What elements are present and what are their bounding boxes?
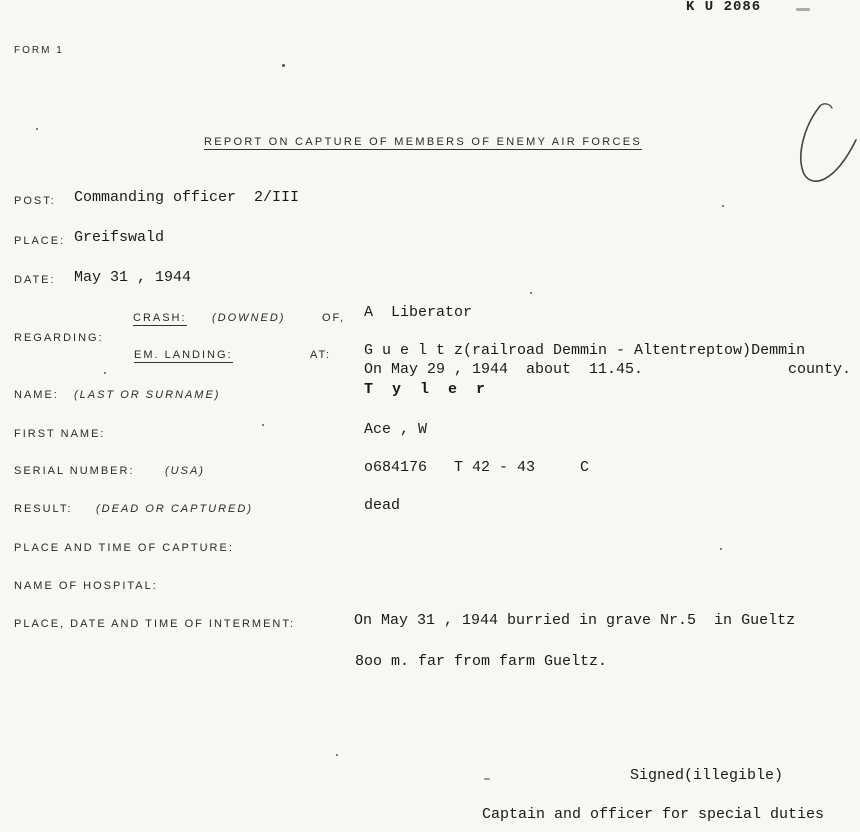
of-label: OF,	[322, 312, 346, 324]
interment-label: PLACE, DATE AND TIME OF INTERMENT:	[14, 618, 295, 630]
paper-speck	[484, 778, 490, 780]
em-landing-label: EM. LANDING:	[134, 349, 233, 361]
at-label: AT:	[310, 349, 332, 361]
paper-speck	[36, 128, 38, 130]
reference-number: K U 2086	[686, 0, 762, 15]
name-hint: (LAST OR SURNAME)	[74, 389, 221, 401]
paper-speck	[530, 292, 532, 294]
page-title: REPORT ON CAPTURE OF MEMBERS OF ENEMY AIR FORCES	[204, 136, 643, 148]
handwritten-mark	[790, 96, 860, 196]
at-value-line2: On May 29 , 1944 about 11.45.	[364, 361, 644, 378]
serial-value: o684176 T 42 - 43 C	[364, 459, 590, 476]
interment-value-line2: 8oo m. far from farm Gueltz.	[355, 653, 608, 670]
place-label: PLACE:	[14, 235, 66, 247]
at-value-county: county.	[788, 361, 852, 378]
paper-speck	[722, 205, 724, 207]
at-value-line1: G u e l t z(railroad Demmin - Altentreptow)Demmin	[364, 342, 806, 359]
first-name-value: Ace , W	[364, 421, 428, 438]
serial-hint: (USA)	[165, 465, 205, 477]
name-label: NAME:	[14, 389, 59, 401]
paper-speck	[720, 548, 722, 550]
name-value: T y l e r	[364, 381, 491, 398]
paper-speck	[796, 8, 810, 11]
serial-label: SERIAL NUMBER:	[14, 465, 135, 477]
hospital-label: NAME OF HOSPITAL:	[14, 580, 158, 592]
interment-value-line1: On May 31 , 1944 burried in grave Nr.5 in Gueltz	[354, 612, 796, 629]
paper-speck	[282, 64, 285, 67]
of-value: A Liberator	[364, 304, 473, 321]
regarding-label: REGARDING:	[14, 332, 104, 344]
signature-signed: Signed(illegible)	[630, 767, 784, 784]
form-number: FORM 1	[14, 45, 64, 56]
first-name-label: FIRST NAME:	[14, 428, 106, 440]
place-value: Greifswald	[74, 229, 165, 246]
date-label: DATE:	[14, 274, 56, 286]
signature-position: Captain and officer for special duties	[482, 806, 825, 823]
capture-label: PLACE AND TIME OF CAPTURE:	[14, 542, 234, 554]
post-value: Commanding officer 2/III	[74, 189, 300, 206]
paper-speck	[262, 424, 264, 426]
result-label: RESULT:	[14, 503, 73, 515]
crash-label: CRASH:	[133, 312, 187, 324]
downed-label: (DOWNED)	[212, 312, 286, 324]
post-label: POST:	[14, 195, 56, 207]
paper-speck	[104, 372, 106, 374]
paper-speck	[336, 754, 338, 756]
date-value: May 31 , 1944	[74, 269, 192, 286]
result-value: dead	[364, 497, 401, 514]
result-hint: (DEAD OR CAPTURED)	[96, 503, 254, 515]
